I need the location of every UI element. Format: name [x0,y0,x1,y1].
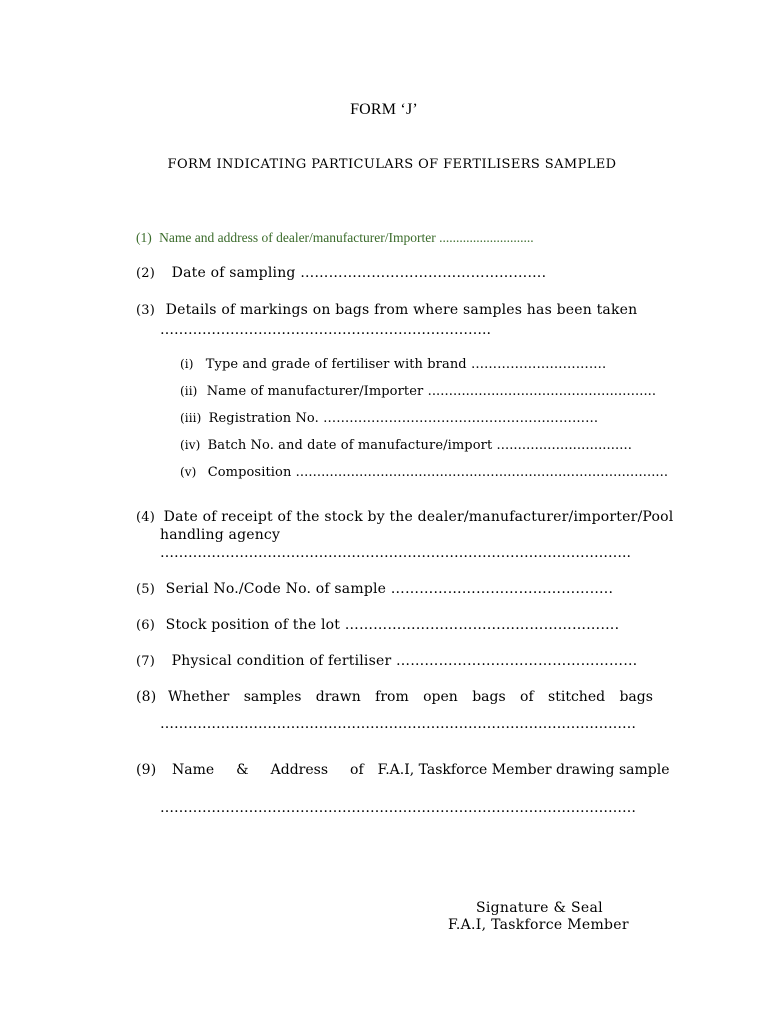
item-number: (ii) [180,384,198,398]
item-number: (3) [136,303,156,318]
item-text: Serial No./Code No. of sample ……………………………………….. [165,581,614,597]
item-text: Details of markings on bags from where samples has been taken [165,302,638,318]
item-9-text [172,762,670,778]
form-title: FORM ‘J’ [350,101,418,118]
item-word: from [375,689,409,705]
item-5 [136,581,613,597]
sub-item-iv [180,438,632,453]
item-3 [136,302,637,318]
item-9-dots: ………………………………………………………………………………………… [160,800,636,816]
item-6 [136,617,619,633]
sub-item-ii [180,384,656,399]
item-text: Type and grade of fertiliser with brand …………………………. [205,357,607,372]
item-3-dots: …………………………………………………………….. [160,322,491,338]
item-word: samples [243,689,302,705]
item-2 [136,265,546,281]
item-word: drawn [315,689,361,705]
item-text: Batch No. and date of manufacture/import ................................ [207,438,632,453]
sub-item-i [180,357,606,372]
item-text: Physical condition of fertiliser …………………………………………… [171,653,638,669]
item-number: (1) [136,230,152,245]
item-text: Composition ........................................................................................ [207,465,669,480]
sub-item-iii [180,411,598,426]
form-subtitle: FORM INDICATING PARTICULARS OF FERTILISERS SAMPLED [167,157,617,172]
item-text: Name of manufacturer/Importer ...................................................... [206,384,657,399]
item-number: (5) [136,582,156,597]
item-number: (6) [136,618,156,633]
item-4-line2: handling agency [160,527,281,543]
signature-line-1: Signature & Seal [476,900,603,916]
item-8-dots: ………………………………………………………………………………………… [160,716,636,732]
item-word: open [423,689,458,705]
item-text: Stock position of the lot …………………………………………………. [165,617,620,633]
item-word: bags [619,689,653,705]
item-9-number: (9) [136,762,157,778]
sub-item-v [180,465,668,480]
item-8-text [168,689,653,705]
item-word: bags [472,689,506,705]
item-number: (iv) [180,438,201,452]
item-1 [136,230,534,246]
item-number: (iii) [180,411,202,425]
item-word: Whether [168,689,230,705]
item-number: (i) [180,357,194,371]
item-word: & [236,762,249,778]
item-word: stitched [548,689,606,705]
item-7 [136,653,637,669]
item-4-dots: ……………………………………………………………………………………….. [160,545,631,561]
item-text: Date of receipt of the stock by the dealer/manufacturer/importer/Pool [163,509,674,525]
signature-line-2: F.A.I, Taskforce Member [448,917,629,933]
item-text: Name and address of dealer/manufacturer/Importer ............................ [159,230,534,245]
item-number: (v) [180,465,197,479]
item-word: Address [270,762,329,778]
item-number: (2) [136,266,156,281]
item-number: (4) [136,510,156,525]
item-8-number: (8) [136,689,157,705]
item-number: (7) [136,654,156,669]
item-word: of [350,762,364,778]
item-4 [136,509,673,525]
item-text: Registration No. ……………………………………………………… [208,411,599,426]
item-text: Date of sampling ……………………………………………. [171,265,547,281]
item-word: Name [172,762,215,778]
item-word: F.A.I, Taskforce Member drawing sample [377,762,670,778]
item-word: of [520,689,534,705]
